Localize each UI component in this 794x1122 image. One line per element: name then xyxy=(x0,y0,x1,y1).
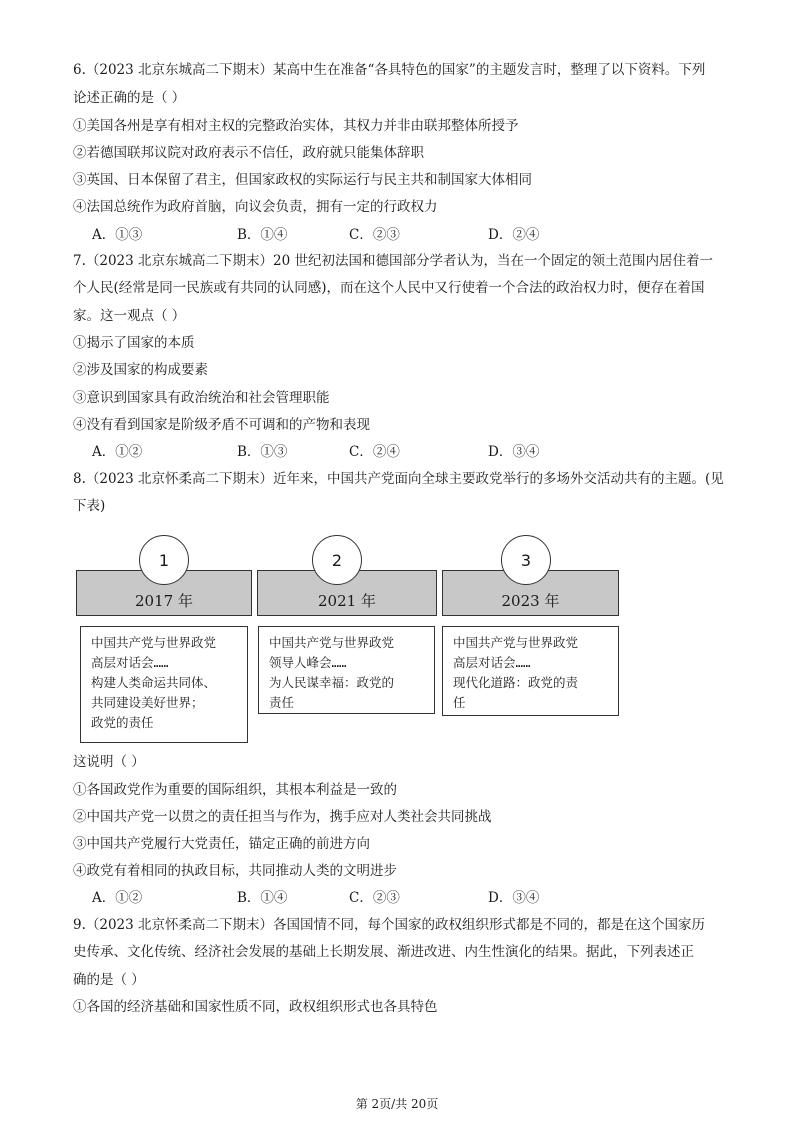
q8-stem-line2: 下表) xyxy=(73,498,106,514)
box-line: 政党的责任 xyxy=(91,715,154,730)
q7-option-b[interactable]: B．①③ xyxy=(237,444,288,460)
box-line: 领导人峰会…… xyxy=(269,655,347,670)
q8-option-a[interactable]: A．①② xyxy=(92,890,143,906)
q6-item-4: ④法国总统作为政府首脑，向议会负责，拥有一定的行政权力 xyxy=(73,199,438,215)
q7-option-a[interactable]: A．①② xyxy=(92,444,143,460)
q7-option-c[interactable]: C．②④ xyxy=(349,444,400,460)
circle-number: 1 xyxy=(158,550,170,570)
q7-stem-line1: 7.（2023 北京东城高二下期末）20 世纪初法国和德国部分学者认为，当在一个固定的领土范围内居住着一 xyxy=(73,253,713,269)
year-label: 2023 年 xyxy=(501,592,560,610)
box-line: 现代化道路：政党的责 xyxy=(453,675,579,690)
year-label: 2017 年 xyxy=(135,592,193,610)
q8-stem-line3: 这说明（ ） xyxy=(73,754,145,770)
year-label: 2021 年 xyxy=(318,592,376,610)
q6-item-1: ①美国各州是享有相对主权的完整政治实体，其权力并非由联邦整体所授予 xyxy=(73,118,519,134)
circle-number: 3 xyxy=(520,550,532,570)
q8-timeline-diagram xyxy=(76,535,621,745)
q8-item-1: ①各国政党作为重要的国际组织，其根本利益是一致的 xyxy=(73,782,397,798)
q9-item-1: ①各国的经济基础和国家性质不同，政权组织形式也各具特色 xyxy=(73,999,438,1015)
q8-option-c[interactable]: C．②③ xyxy=(349,890,400,906)
q6-stem-line2: 论述正确的是（ ） xyxy=(73,90,186,106)
box-line: 高层对话会…… xyxy=(453,655,531,670)
q7-item-3: ③意识到国家具有政治统治和社会管理职能 xyxy=(73,390,330,406)
q7-item-1: ①揭示了国家的本质 xyxy=(73,335,195,351)
q8-option-d[interactable]: D．③④ xyxy=(488,890,540,906)
q8-option-b[interactable]: B．①④ xyxy=(237,890,288,906)
q6-stem-line1: 6.（2023 北京东城高二下期末）某高中生在准备“各具特色的国家”的主题发言时，整理了以下资料。下列 xyxy=(73,62,706,78)
q6-item-3: ③英国、日本保留了君主，但国家政权的实际运行与民主共和制国家大体相同 xyxy=(73,172,532,188)
q7-option-d[interactable]: D．③④ xyxy=(488,444,540,460)
box-line: 中国共产党与世界政党 xyxy=(453,635,579,650)
content-box-2017 xyxy=(80,626,248,743)
q6-item-2: ②若德国联邦议院对政府表示不信任，政府就只能集体辞职 xyxy=(73,145,424,161)
box-line: 共同建设美好世界； xyxy=(91,695,204,710)
page-footer: 第 2页/共 20页 xyxy=(355,1097,439,1111)
number-circle-3 xyxy=(501,535,551,585)
box-line: 任 xyxy=(453,695,466,710)
q6-option-a[interactable]: A．①③ xyxy=(92,227,143,243)
q7-item-2: ②涉及国家的构成要素 xyxy=(73,362,208,378)
box-line: 责任 xyxy=(269,695,295,710)
q6-option-d[interactable]: D．②④ xyxy=(488,227,540,243)
number-circle-1 xyxy=(139,535,189,585)
box-line: 为人民谋幸福：政党的 xyxy=(269,675,395,690)
q8-stem-line1: 8.（2023 北京怀柔高二下期末）近年来，中国共产党面向全球主要政党举行的多场外交活动共有的主题。(见 xyxy=(73,471,724,487)
q8-item-3: ③中国共产党履行大党责任，锚定正确的前进方向 xyxy=(73,836,370,852)
q8-item-2: ②中国共产党一以贯之的责任担当与作为，携手应对人类社会共同挑战 xyxy=(73,809,492,825)
q8-item-4: ④政党有着相同的执政目标，共同推动人类的文明进步 xyxy=(73,863,397,879)
q6-option-b[interactable]: B．①④ xyxy=(237,227,288,243)
circle-number: 2 xyxy=(331,550,343,570)
q9-stem-line1: 9.（2023 北京怀柔高二下期末）各国国情不同，每个国家的政权组织形式都是不同的，都是在这个国家历 xyxy=(73,917,706,933)
box-line: 中国共产党与世界政党 xyxy=(269,635,395,650)
q9-stem-line3: 确的是（ ） xyxy=(73,972,145,988)
content-box-2021 xyxy=(258,626,435,714)
number-circle-2 xyxy=(312,535,362,585)
q7-stem-line3: 家。这一观点（ ） xyxy=(73,308,186,324)
q9-stem-line2: 史传承、文化传统、经济社会发展的基础上长期发展、渐进改进、内生性演化的结果。据此，下列表述正 xyxy=(73,944,694,960)
q6-option-c[interactable]: C．②③ xyxy=(349,227,400,243)
box-line: 中国共产党与世界政党 xyxy=(91,635,217,650)
box-line: 高层对话会…… xyxy=(91,655,169,670)
box-line: 构建人类命运共同体、 xyxy=(91,675,217,690)
content-box-2023 xyxy=(442,626,619,716)
q7-stem-line2: 个人民(经常是同一民族或有共同的认同感)，而在这个人民中又行使着一个合法的政治权力时，便存在着国 xyxy=(73,280,705,296)
q7-item-4: ④没有看到国家是阶级矛盾不可调和的产物和表现 xyxy=(73,417,370,433)
